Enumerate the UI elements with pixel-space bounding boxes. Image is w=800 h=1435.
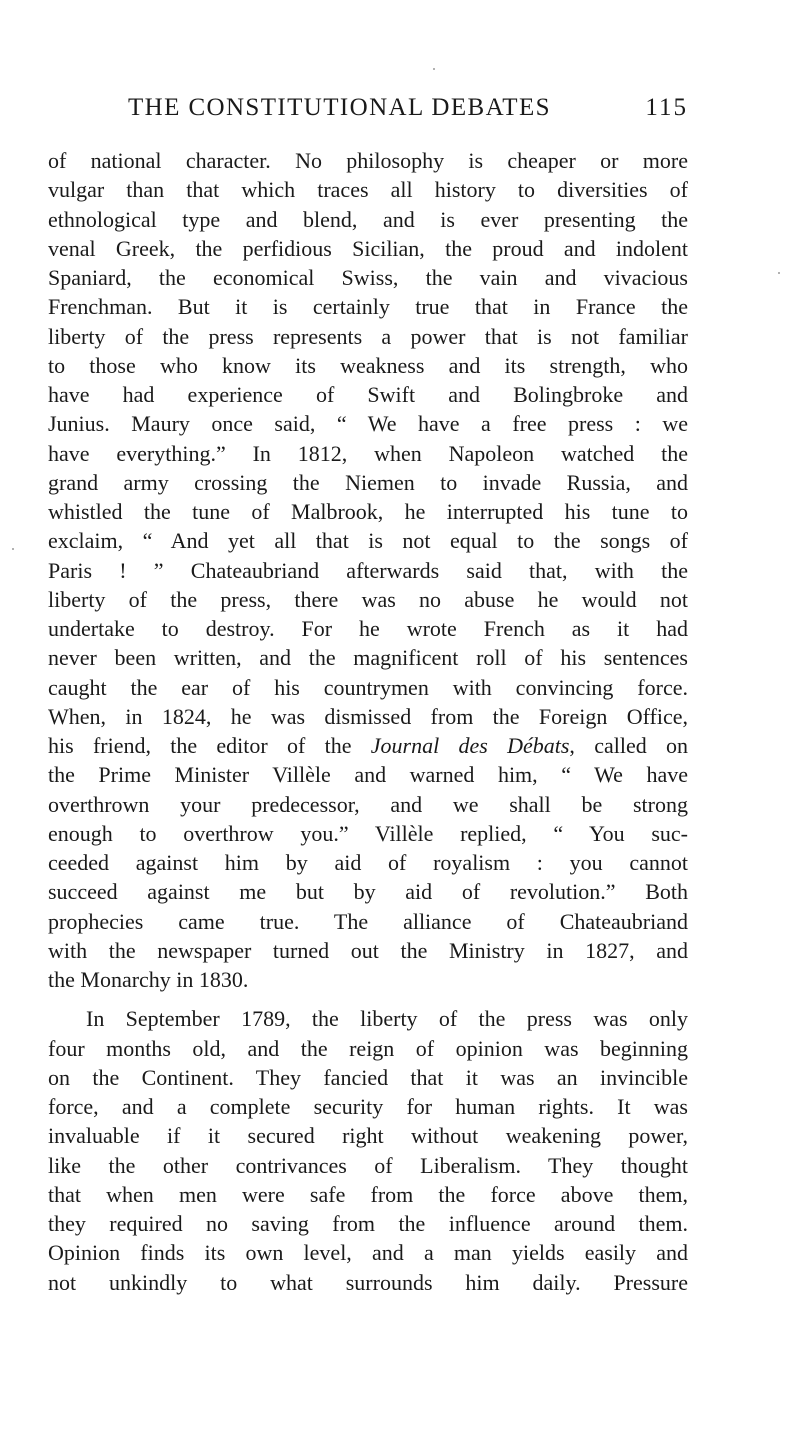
text-line: four months old, and the reign of opinion was beginning bbox=[48, 1035, 688, 1061]
paragraph-gap bbox=[48, 994, 688, 1004]
running-head bbox=[48, 94, 688, 128]
text-line: that when men were safe from the force above them, bbox=[48, 1181, 688, 1207]
text-line: enough to overthrow you.” Villèle replied, “ You suc- bbox=[48, 820, 688, 846]
text-line: Frenchman. But it is certainly true that in France the bbox=[48, 294, 688, 320]
text-line: grand army crossing the Niemen to invade Russia, and bbox=[48, 469, 688, 495]
text-line: overthrown your predecessor, and we shall be strong bbox=[48, 791, 688, 817]
text-line: Junius. Maury once said, “ We have a free press : we bbox=[48, 411, 688, 437]
text-line: have had experience of Swift and Bolingbroke and bbox=[48, 382, 688, 407]
journal-title: Journal des Débats bbox=[370, 733, 570, 758]
text-line: whistled the tune of Malbrook, he interrupted his tune to bbox=[48, 499, 688, 524]
paragraph-1 bbox=[48, 146, 688, 994]
body-text bbox=[48, 146, 688, 1297]
text-line: never been written, and the magnificent roll of his sentences bbox=[48, 645, 688, 671]
text-line: Spaniard, the economical Swiss, the vain and vivacious bbox=[48, 265, 688, 290]
paper-speck bbox=[778, 272, 780, 274]
text-line: ethnological type and blend, and is ever presenting the bbox=[48, 206, 688, 232]
text-line: force, and a complete security for human rights. It was bbox=[48, 1094, 688, 1119]
text-line: with the newspaper turned out the Ministry in 1827, and bbox=[48, 937, 688, 963]
text-line: caught the ear of his countrymen with convincing force. bbox=[48, 674, 688, 700]
text-line: succeed against me but by aid of revolution.” Both bbox=[48, 879, 688, 905]
text-line: exclaim, “ And yet all that is not equal to the songs of bbox=[48, 528, 688, 554]
text-line: ceeded against him by aid of royalism : you cannot bbox=[48, 850, 688, 875]
text-line: not unkindly to what surrounds him daily. Pressure bbox=[48, 1269, 688, 1295]
text-line: on the Continent. They fancied that it was an invincible bbox=[48, 1064, 688, 1090]
text-line: undertake to destroy. For he wrote French as it had bbox=[48, 616, 688, 641]
text-line: Paris ! ” Chateaubriand afterwards said that, with the bbox=[48, 557, 688, 583]
text-line: like the other contrivances of Liberalism. They thought bbox=[48, 1152, 688, 1178]
text-line: of national character. No philosophy is cheaper or more bbox=[48, 148, 688, 173]
text-line: Opinion finds its own level, and a man yields easily and bbox=[48, 1240, 688, 1266]
text-line: In September 1789, the liberty of the press was only bbox=[86, 1006, 688, 1032]
text-line: to those who know its weakness and its strength, who bbox=[48, 352, 688, 378]
text-line: his friend, the editor of the Journal des Débats, called on bbox=[48, 733, 688, 758]
text-line: invaluable if it secured right without weakening power, bbox=[48, 1123, 688, 1149]
text-line: have everything.” In 1812, when Napoleon watched the bbox=[48, 440, 688, 466]
text-line: prophecies came true. The alliance of Chateaubriand bbox=[48, 908, 688, 934]
text-line: the Prime Minister Villèle and warned him, “ We have bbox=[48, 762, 688, 788]
text-line: venal Greek, the perfidious Sicilian, the proud and indolent bbox=[48, 235, 688, 261]
paper-speck bbox=[12, 548, 14, 550]
running-title: THE CONSTITUTIONAL DEBATES bbox=[128, 94, 551, 121]
paper-speck bbox=[433, 68, 435, 70]
text-line: the Monarchy in 1830. bbox=[48, 967, 249, 992]
page-number: 115 bbox=[645, 94, 688, 121]
paragraph-2 bbox=[48, 1004, 688, 1297]
text-line: liberty of the press represents a power that is not familiar bbox=[48, 323, 688, 349]
text-line: vulgar than that which traces all history to diversities of bbox=[48, 177, 688, 203]
text-line: When, in 1824, he was dismissed from the Foreign Office, bbox=[48, 703, 688, 729]
text-line: they required no saving from the influence around them. bbox=[48, 1211, 688, 1236]
text-line: liberty of the press, there was no abuse he would not bbox=[48, 586, 688, 612]
